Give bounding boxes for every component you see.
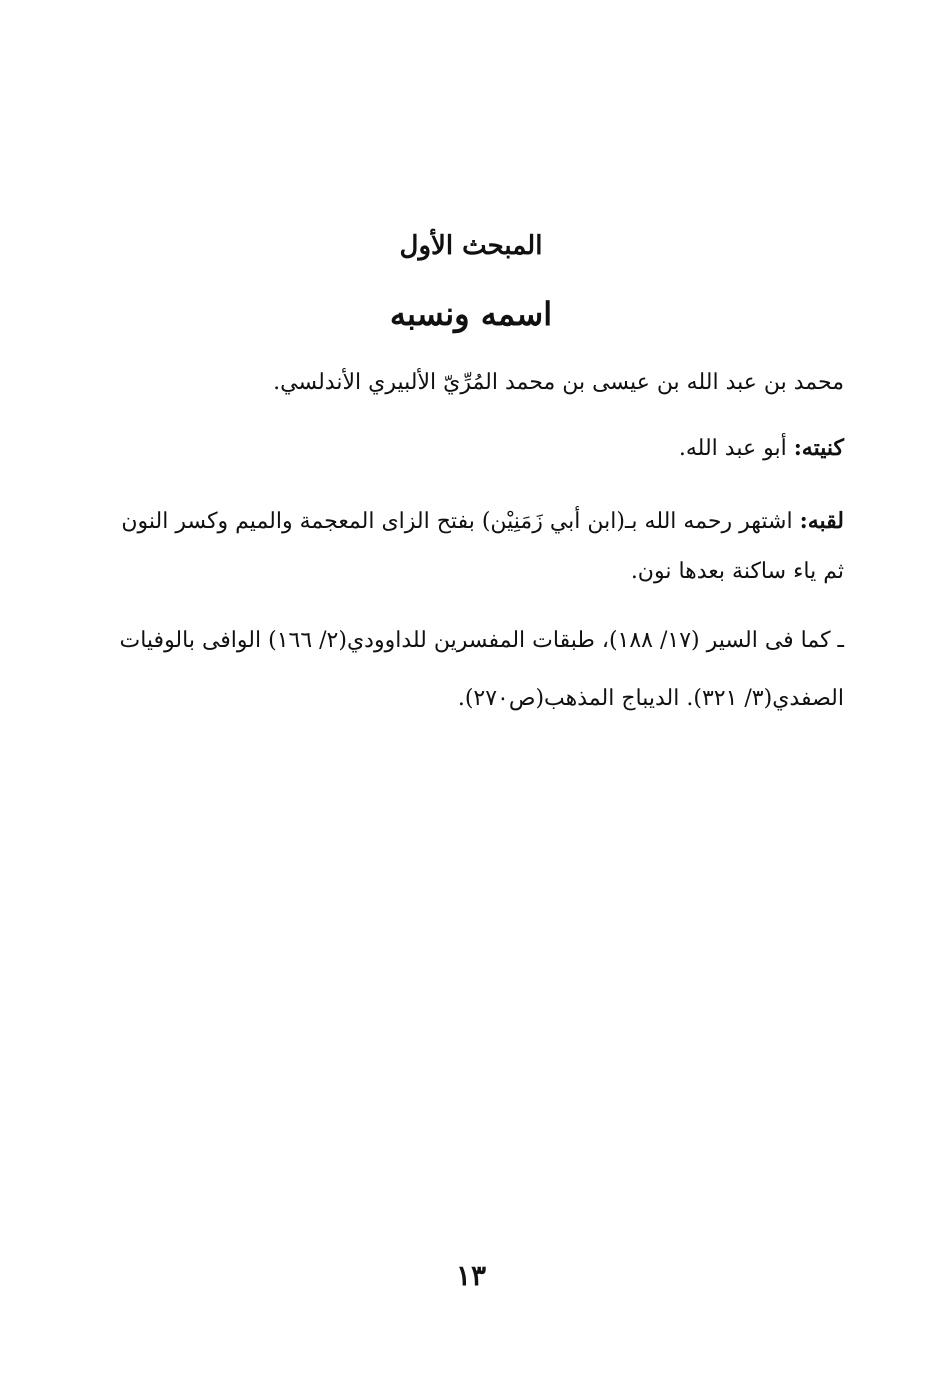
page-number: ١٣ [455,1259,487,1292]
section-title: المبحث الأول [399,231,543,261]
laqab-label: لقبه: [799,508,844,534]
laqab-value: اشتهر رحمه الله بـ(ابن أبي زَمَنِيْن) بفتح الزاى المعجمة والميم وكسر النون ثم ياء ساكنة بعدها نون. [121,509,844,584]
kunya-paragraph [110,430,844,467]
references-paragraph: ـ كما فى السير (١٧/ ١٨٨)، طبقات المفسرين للداوودي(٢/ ١٦٦) الوافى بالوفيات الصفدي(٣/ ٣٢١). الديباج المذهب(ص٢٧٠). [119,628,844,711]
kunya-label: كنيته: [793,435,844,461]
laqab-paragraph [110,496,844,597]
full-name-line: محمد بن عبد الله بن عيسى بن محمد المُرِّيّ الألبيري الأندلسي. [273,370,844,395]
subject-title: اسمه ونسبه [389,295,553,333]
kunya-value: أبو عبد الله. [678,436,787,461]
